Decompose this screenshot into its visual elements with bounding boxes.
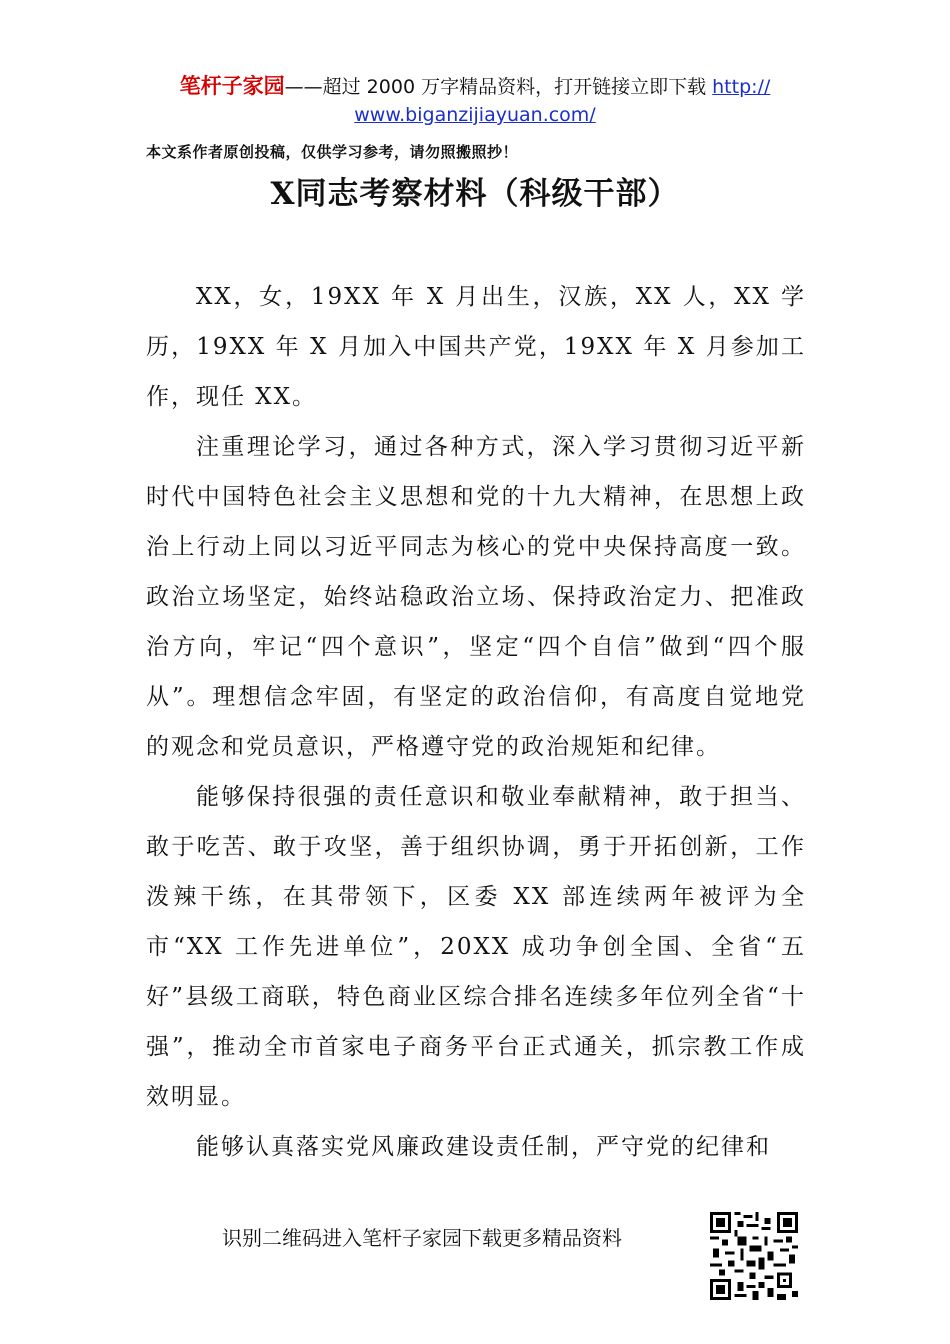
paragraph-4: 能够认真落实党风廉政建设责任制，严守党的纪律和 [196,1134,771,1160]
brand-name: 笔杆子家园 [179,74,285,98]
header-tagline: ——超过 2000 万字精品资料，打开链接立即下载 [284,76,713,98]
document-body [146,272,806,1172]
copyright-notice: 本文系作者原创投稿，仅供学习参考，请勿照搬照抄！ [146,143,519,161]
download-link-part2[interactable]: www.biganzijiayuan.com/ [354,104,596,126]
paragraph-3: 能够保持很强的责任意识和敬业奉献精神，敢于担当、敢于吃苦、敢于攻坚，善于组织协调，勇于开拓创新，工作泼辣干练，在其带领下，区委 XX 部连续两年被评为全市“XX 工作先进单位”，20XX 成功争创全国、全省“五好”县级工商联，特色商业区综合排名连续多年位列全省“十强”，推动全市首家电子商务平台正式通关，抓宗教工作成效明显。 [146,784,806,1110]
download-link-part1[interactable]: http:// [712,76,771,98]
qr-code-icon[interactable] [710,1212,798,1300]
paragraph-1: XX，女，19XX 年 X 月出生，汉族，XX 人，XX 学历，19XX 年 X 月加入中国共产党，19XX 年 X 月参加工作，现任 XX。 [146,284,806,410]
footer-text: 识别二维码进入笔杆子家园下载更多精品资料 [222,1226,622,1250]
document-title: X同志考察材料（科级干部） [270,176,680,212]
paragraph-2: 注重理论学习，通过各种方式，深入学习贯彻习近平新时代中国特色社会主义思想和党的十九大精神，在思想上政治上行动上同以习近平同志为核心的党中央保持高度一致。政治立场坚定，始终站稳政治立场、保持政治定力、把准政治方向，牢记“四个意识”，坚定“四个自信”做到“四个服从”。理想信念牢固，有坚定的政治信仰，有高度自觉地党的观念和党员意识，严格遵守党的政治规矩和纪律。 [146,434,806,760]
site-header [0,72,950,129]
